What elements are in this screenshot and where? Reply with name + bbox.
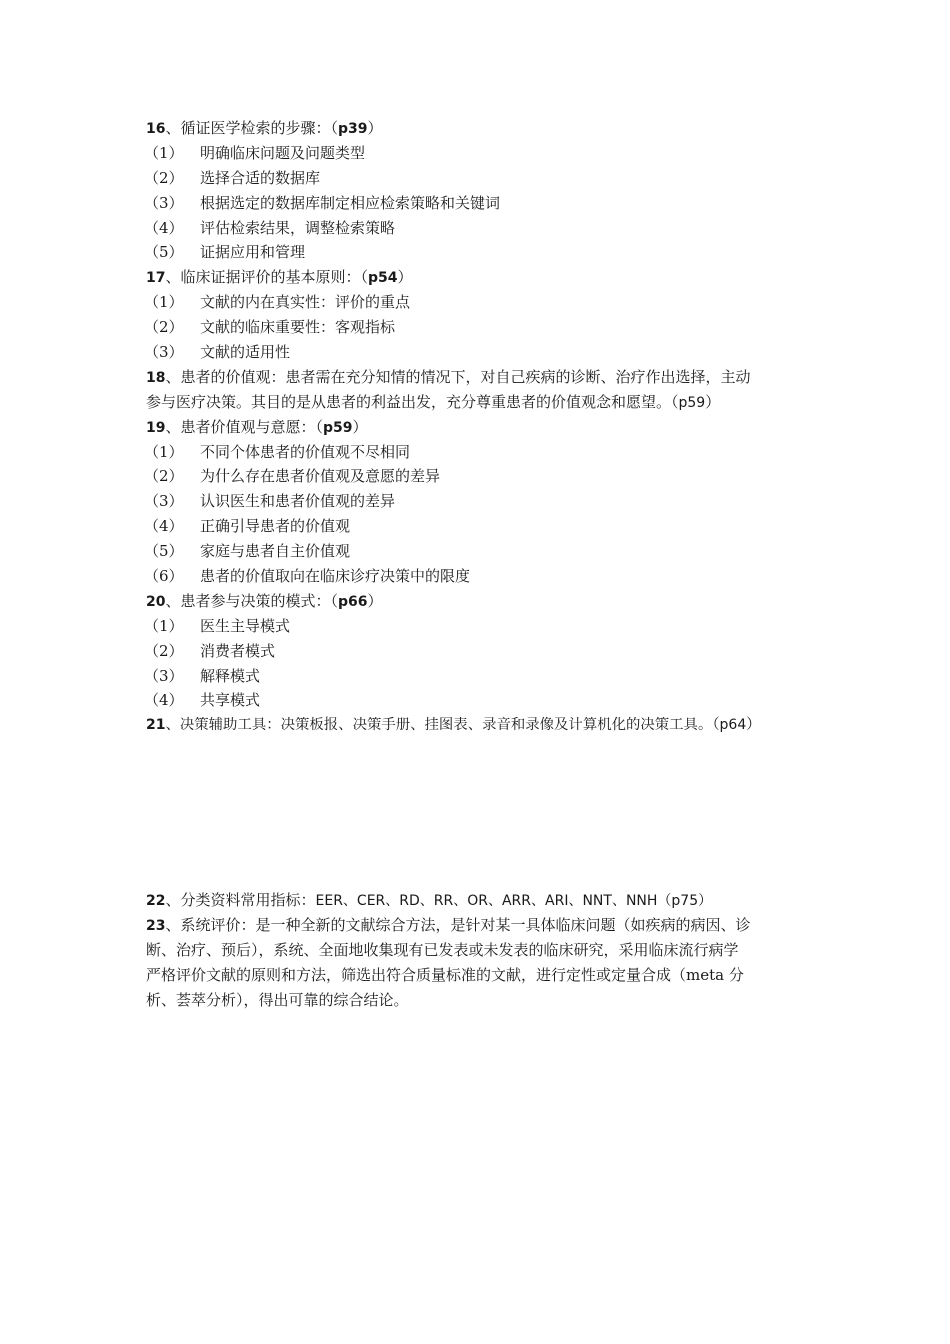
list-item: （3） 解释模式: [144, 666, 261, 685]
list-item: （5） 证据应用和管理: [144, 243, 306, 262]
list-item: （6） 患者的价值取向在临床诊疗决策中的限度: [144, 567, 471, 586]
section-16-heading: 16、循证医学检索的步骤：（p39）: [146, 119, 383, 137]
section-19-heading: 19、患者价值观与意愿：（p59）: [146, 417, 368, 436]
section-18-paragraph: 18、患者的价值观：患者需在充分知情的情况下，对自己疾病的诊断、治疗作出选择，主动: [146, 367, 751, 386]
list-item: （4） 共享模式: [144, 691, 261, 710]
section-23-paragraph-cont: 断、治疗、预后），系统、全面地收集现有已发表或未发表的临床研究，采用临床流行病学: [146, 940, 739, 959]
list-item: （4） 正确引导患者的价值观: [144, 517, 351, 536]
list-item: （4） 评估检索结果，调整检索策略: [144, 218, 396, 237]
list-item: （1） 医生主导模式: [144, 616, 291, 635]
list-item: （2） 文献的临床重要性：客观指标: [144, 318, 396, 337]
list-item: （2） 为什么存在患者价值观及意愿的差异: [144, 467, 441, 486]
section-18-paragraph-cont: 参与医疗决策。其目的是从患者的利益出发，充分尊重患者的价值观念和愿望。（p59）: [146, 392, 721, 411]
list-item: （5） 家庭与患者自主价值观: [144, 542, 351, 561]
list-item: （1） 文献的内在真实性：评价的重点: [144, 293, 411, 312]
list-item: （3） 文献的适用性: [144, 343, 291, 362]
list-item: （1） 明确临床问题及问题类型: [144, 143, 366, 162]
section-21-paragraph: 21、决策辅助工具：决策板报、决策手册、挂图表、录音和录像及计算机化的决策工具。（p64）: [146, 717, 761, 734]
section-23-paragraph: 23、系统评价：是一种全新的文献综合方法，是针对某一具体临床问题（如疾病的病因、诊: [146, 915, 751, 934]
notes-block-lower: [146, 888, 810, 1012]
section-17-heading: 17、临床证据评价的基本原则：（p54）: [146, 268, 413, 287]
section-23-paragraph-cont: 析、荟萃分析），得出可靠的综合结论。: [146, 990, 409, 1009]
list-item: （2） 消费者模式: [144, 641, 276, 660]
list-item: （1） 不同个体患者的价值观不尽相同: [144, 442, 411, 461]
section-22-paragraph: 22、分类资料常用指标：EER、CER、RD、RR、OR、ARR、ARI、NNT、NNH（p75）: [146, 891, 713, 909]
list-item: （3） 根据选定的数据库制定相应检索策略和关键词: [144, 193, 501, 212]
section-23-paragraph-cont: 严格评价文献的原则和方法，筛选出符合质量标准的文献，进行定性或定量合成（meta 分: [146, 965, 744, 984]
list-item: （3） 认识医生和患者价值观的差异: [144, 492, 396, 511]
list-item: （2） 选择合适的数据库: [144, 168, 321, 187]
notes-block-upper: [146, 116, 810, 738]
section-20-heading: 20、患者参与决策的模式：（p66）: [146, 591, 383, 610]
